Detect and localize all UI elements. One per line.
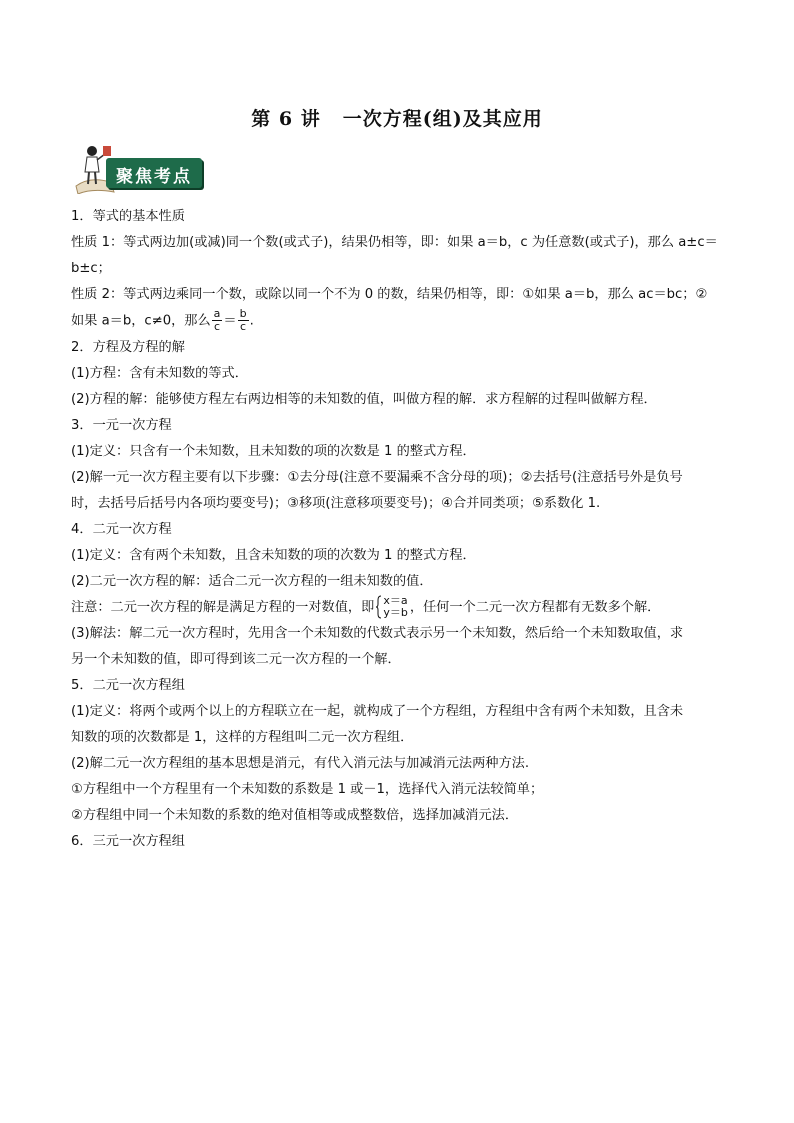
system-equation-y: y＝b <box>383 605 408 619</box>
period: . <box>249 313 254 329</box>
fraction-b-over-c: $\frac{b}{c}$ <box>239 307 247 333</box>
text-line: ②方程组中同一个未知数的系数的绝对值相等或成整数倍，选择加减消元法． <box>71 807 519 823</box>
text-line-with-system <box>71 595 725 621</box>
text-line: (2)方程的解：能够使方程左右两边相等的未知数的值，叫做方程的解．求方程解的过程叫做解方程． <box>71 391 657 407</box>
text-line: 4．二元一次方程 <box>71 521 172 537</box>
text-line: (1)定义：将两个或两个以上的方程联立在一起，就构成了一个方程组，方程组中含有两个未知数，且含未 <box>71 703 684 719</box>
text-line: (3)解法：解二元一次方程时，先用含一个未知数的代数式表示另一个未知数，然后给一个未知数取值，求 <box>71 625 684 641</box>
badge-label: 聚焦考点 <box>116 167 192 187</box>
text-segment: ，任何一个二元一次方程都有无数多个解． <box>409 599 661 615</box>
text-line: (1)定义：含有两个未知数，且含未知数的项的次数为 1 的整式方程． <box>71 547 476 563</box>
lecture-number: 第 6 讲 <box>251 108 321 130</box>
text-line: (1)定义：只含有一个未知数，且未知数的项的次数是 1 的整式方程． <box>71 443 476 459</box>
lecture-topic: 一次方程(组)及其应用 <box>342 108 543 130</box>
fraction-a-over-c: $\frac{a}{c}$ <box>213 307 221 333</box>
text-line: 3．一元一次方程 <box>71 417 172 433</box>
left-brace-icon <box>376 595 382 619</box>
equals-sign: ＝ <box>223 313 237 329</box>
badge-plate <box>106 158 202 188</box>
text-line: 2．方程及方程的解 <box>71 339 185 355</box>
text-segment: 如果 a＝b，c≠0，那么 <box>71 313 211 329</box>
text-line: (2)解二元一次方程组的基本思想是消元，有代入消元法与加减消元法两种方法. <box>71 755 530 771</box>
text-line: 6．三元一次方程组 <box>71 833 185 849</box>
page-title <box>0 104 794 131</box>
text-line: 另一个未知数的值，即可得到该二元一次方程的一个解． <box>71 651 401 667</box>
text-line: 1．等式的基本性质 <box>71 209 185 224</box>
text-segment: 注意：二元一次方程的解是满足方程的一对数值，即 <box>71 599 375 615</box>
text-line: (2)二元一次方程的解：适合二元一次方程的一组未知数的值． <box>71 573 433 589</box>
text-line: 知数的项的次数都是 1，这样的方程组叫二元一次方程组． <box>71 729 414 745</box>
text-line: 性质 2：等式两边乘同一个数，或除以同一个不为 0 的数，结果仍相等，即：①如果 a＝b，那么 ac＝bc；② <box>71 287 708 302</box>
equation-system <box>376 595 408 619</box>
text-line: (2)解一元一次方程主要有以下步骤：①去分母(注意不要漏乘不含分母的项)；②去括号(注意括号外是负号 <box>71 469 683 485</box>
text-line: b±c； <box>71 261 111 276</box>
document-body <box>71 204 725 855</box>
text-line: 时，去括号后括号内各项均要变号)；③移项(注意移项要变号)；④合并同类项；⑤系数化 1. <box>71 495 601 511</box>
text-line: (1)方程：含有未知数的等式． <box>71 365 248 381</box>
text-line: 性质 1：等式两边加(或减)同一个数(或式子)，结果仍相等，即：如果 a＝b，c 为任意数(或式子)，那么 a±c＝ <box>71 235 718 250</box>
text-line: 5．二元一次方程组 <box>71 677 185 693</box>
text-line-with-fraction <box>71 308 725 335</box>
section-badge <box>70 142 204 194</box>
system-equation-x: x＝a <box>383 593 408 607</box>
text-line: ①方程组中一个方程里有一个未知数的系数是 1 或－1，选择代入消元法较简单； <box>71 781 544 797</box>
